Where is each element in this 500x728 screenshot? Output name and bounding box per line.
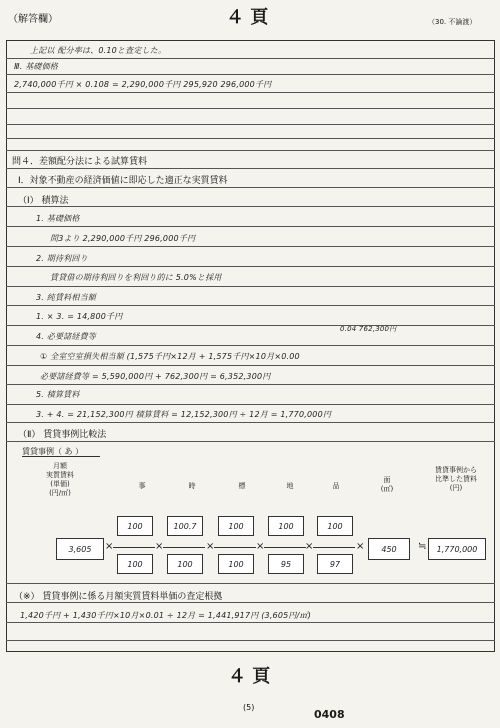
ruled-line xyxy=(6,640,495,641)
footer-page: ４ 頁 xyxy=(228,666,271,687)
ruled-line xyxy=(6,345,495,346)
footer-num: (5) xyxy=(243,703,255,712)
ruled-line xyxy=(6,138,495,139)
ruled-line xyxy=(6,404,495,405)
fraction-denominator-box[interactable]: 97 xyxy=(317,554,353,574)
ruled-line xyxy=(6,441,495,442)
fraction-numerator-box[interactable]: 100.7 xyxy=(167,516,203,536)
fraction-numerator-box[interactable]: 100 xyxy=(268,516,304,536)
col-chiiki: 地 xyxy=(286,482,294,490)
ruled-line xyxy=(6,150,495,151)
area-box[interactable]: 450 xyxy=(368,538,410,560)
ruled-line xyxy=(6,124,495,125)
ruled-line xyxy=(6,583,495,584)
fraction-bar xyxy=(163,547,205,548)
operator-5: × xyxy=(356,541,365,552)
fraction-denominator-box[interactable]: 100 xyxy=(117,554,153,574)
col-result: 賃貸事例から 比準した賃料 (円) xyxy=(435,466,477,492)
ruled-line xyxy=(6,325,495,326)
q4-line-5: 3. 純賃料相当額 xyxy=(36,293,96,302)
q4-line-11: 3. + 4. = 21,152,300円 積算賃料 = 12,152,300円 ÷ 12月 = 1,770,000円 xyxy=(36,410,332,419)
col-jijo: 事 xyxy=(138,482,146,490)
answer-line-2: Ⅲ. 基礎価格 xyxy=(14,62,59,71)
ruled-line xyxy=(6,58,495,59)
ruled-line xyxy=(6,305,495,306)
col-jiten: 時 xyxy=(188,482,196,490)
operator-0: × xyxy=(105,541,114,552)
result-box[interactable]: 1,770,000 xyxy=(428,538,486,560)
page-title: ４ 頁 xyxy=(226,7,269,28)
q4-line-4: 賃貸借の期待利回りを利回り的に 5.0%と採用 xyxy=(50,273,222,282)
q4-subtitle: Ⅰ．対象不動産の経済価値に即応した適正な実質賃料 xyxy=(18,176,228,186)
ruled-line xyxy=(6,384,495,385)
fraction-denominator-box[interactable]: 100 xyxy=(167,554,203,574)
q4-note-top: 0.04 762,300円 xyxy=(340,325,397,333)
case-label: 賃貸事例（ あ ） xyxy=(22,447,84,456)
ruled-line xyxy=(6,226,495,227)
operator-6: ≒ xyxy=(418,541,427,552)
header-label: （解答欄） xyxy=(8,14,58,25)
ruled-line xyxy=(6,206,495,207)
ruled-line xyxy=(6,622,495,623)
ruled-line xyxy=(6,108,495,109)
ruled-line xyxy=(6,286,495,287)
col-hin: 品 xyxy=(332,482,340,490)
operator-2: × xyxy=(206,541,215,552)
q4-line-3: 2. 期待利回り xyxy=(36,254,88,263)
fraction-bar xyxy=(113,547,155,548)
comparison-title: （Ⅱ） 賃貸事例比較法 xyxy=(18,430,107,440)
operator-3: × xyxy=(256,541,265,552)
ruled-line xyxy=(6,266,495,267)
q4-line-10: 5. 積算賃料 xyxy=(36,390,80,399)
ruled-line xyxy=(6,602,495,603)
col-hyojun: 標 xyxy=(238,482,246,490)
fraction-bar xyxy=(313,547,355,548)
ruled-line xyxy=(6,422,495,423)
ruled-line xyxy=(6,92,495,93)
header-note: （30. 不論渡） xyxy=(428,18,477,26)
ruled-line xyxy=(6,187,495,188)
fraction-bar xyxy=(214,547,256,548)
answer-line-3: 2,740,000千円 × 0.108 = 2,290,000千円 295,920 296,000千円 xyxy=(14,80,272,89)
ruled-line xyxy=(6,168,495,169)
col-area: 面 (㎡) xyxy=(380,476,394,493)
fraction-numerator-box[interactable]: 100 xyxy=(317,516,353,536)
footer-code: 0408 xyxy=(314,708,345,721)
q4-line-7: 4. 必要諸経費等 xyxy=(36,332,96,341)
q4-title: 問４．差額配分法による試算賃料 xyxy=(12,157,148,167)
fraction-denominator-box[interactable]: 100 xyxy=(218,554,254,574)
monthly-value-box[interactable]: 3,605 xyxy=(56,538,104,560)
ruled-line xyxy=(6,246,495,247)
note-line: 1,420千円 + 1,430千円×10月×0.01 ÷ 12月 = 1,441,917円 (3,605円/㎡) xyxy=(20,611,312,620)
fraction-denominator-box[interactable]: 95 xyxy=(268,554,304,574)
fraction-numerator-box[interactable]: 100 xyxy=(117,516,153,536)
q4-line-1: 1. 基礎価格 xyxy=(36,214,80,223)
ruled-line xyxy=(6,74,495,75)
note-title: （※） 賃貸事例に係る月額実質賃料単価の査定根拠 xyxy=(14,592,223,602)
q4-method-integration: （Ⅰ） 積算法 xyxy=(18,196,69,206)
case-underline xyxy=(22,456,100,457)
q4-line-2: 問3より 2,290,000千円 296,000千円 xyxy=(50,234,196,243)
operator-4: × xyxy=(305,541,314,552)
answer-line-1: 上記以 配分率は、0.10と査定した。 xyxy=(30,46,167,55)
ruled-line xyxy=(6,365,495,366)
q4-line-8: ① 全室空室損失相当額 (1,575千円×12月 + 1,575千円×10月×0.00 xyxy=(40,352,300,361)
q4-line-9: 必要諸経費等 = 5,590,000円 + 762,300円 = 6,352,300円 xyxy=(40,372,271,381)
fraction-numerator-box[interactable]: 100 xyxy=(218,516,254,536)
col-monthly: 月額 実質賃料 (単価) (円/㎡) xyxy=(46,462,74,497)
operator-1: × xyxy=(155,541,164,552)
q4-line-6: 1. × 3. = 14,800千円 xyxy=(36,312,123,321)
fraction-bar xyxy=(264,547,306,548)
